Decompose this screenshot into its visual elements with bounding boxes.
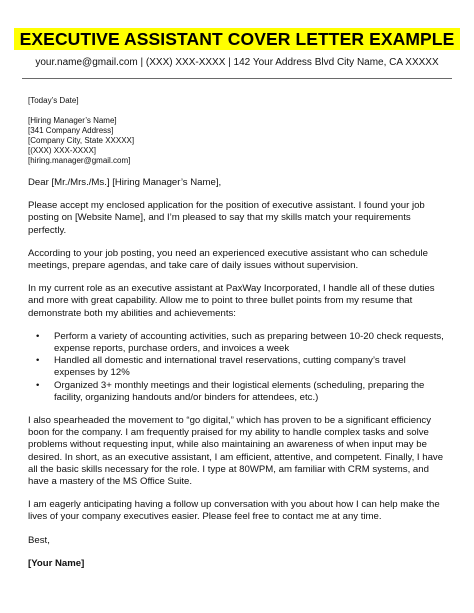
spacer [28, 547, 444, 558]
recipient-block [28, 116, 444, 166]
list-item-text: Handled all domestic and international travel reservations, cutting company’s travel expenses by 12% [54, 355, 406, 379]
spacer [28, 106, 444, 116]
paragraph-intro: Please accept my enclosed application for the position of executive assistant. I found your job posting on [Website Name], and I’m pleased to say that my skills match your requirements perfectly. [28, 200, 425, 236]
list-item-text: Perform a variety of accounting activities, such as preparing between 10-20 check requests, expense reports, purchase orders, and invoices a week [54, 330, 444, 355]
recipient-city: [Company City, State XXXXX] [28, 136, 135, 145]
letter-date: [Today’s Date] [28, 96, 79, 105]
letter-body [28, 96, 444, 570]
recipient-name: [Hiring Manager’s Name] [28, 116, 117, 125]
bullet-icon: • [36, 330, 40, 342]
achievement-list [28, 331, 444, 404]
paragraph-current-role: In my current role as an executive assistant at PaxWay Incorporated, I handle all of these duties and more with great capability. Allow me to point to three bullet points from my resume that demonstrate both my abilities and achievements: [28, 283, 435, 319]
bullet-icon: • [36, 355, 40, 367]
bullet-icon: • [36, 379, 40, 391]
title-wrapper [0, 28, 474, 50]
spacer [28, 488, 444, 499]
spacer [28, 320, 444, 331]
list-item [28, 355, 444, 379]
list-item-text: Organized 3+ monthly meetings and their logistical elements (scheduling, preparing the facility, organizing handouts and/or binders for attendees, etc.) [54, 379, 425, 403]
salutation: Dear [Mr./Mrs./Ms.] [Hiring Manager’s Name], [28, 177, 222, 188]
paragraph-digital: I also spearheaded the movement to “go digital,” which has proven to be a significant efficiency boon for the company. I am frequently praised for my ability to handle complex tasks and solve problems without requesting input, while also maintaining an awareness of when input may be desired. In short, as an executive assistant, I am efficient, attentive, and competent. Finally, I have all the basic skills necessary for the role. I type at 80WPM, am familiar with CRM systems, and have a mastery of the MS Office Suite. [28, 415, 444, 488]
header-divider [22, 78, 452, 79]
spacer [28, 189, 444, 200]
spacer [28, 166, 444, 177]
spacer [28, 524, 444, 535]
contact-line: your.name@gmail.com | (XXX) XXX-XXXX | 142 Your Address Blvd City Name, CA XXXXX [35, 57, 439, 68]
list-item [28, 380, 444, 404]
list-item [28, 331, 444, 355]
recipient-address: [341 Company Address] [28, 126, 114, 135]
closing: Best, [28, 534, 50, 546]
letter-title: EXECUTIVE ASSISTANT COVER LETTER EXAMPLE [14, 28, 461, 50]
recipient-phone: [(XXX) XXX-XXXX] [28, 146, 97, 155]
paragraph-job-posting: According to your job posting, you need an experienced executive assistant who can schedule meetings, prepare agendas, and take care of daily issues without supervision. [28, 247, 428, 272]
signature: [Your Name] [28, 557, 85, 569]
recipient-email: [hiring.manager@gmail.com] [28, 156, 131, 165]
paragraph-closing: I am eagerly anticipating having a follow up conversation with you about how I can help make the lives of your company executives easier. Please feel free to contact me at any time. [28, 499, 440, 523]
spacer [28, 404, 444, 415]
spacer [28, 237, 444, 248]
spacer [28, 272, 444, 283]
